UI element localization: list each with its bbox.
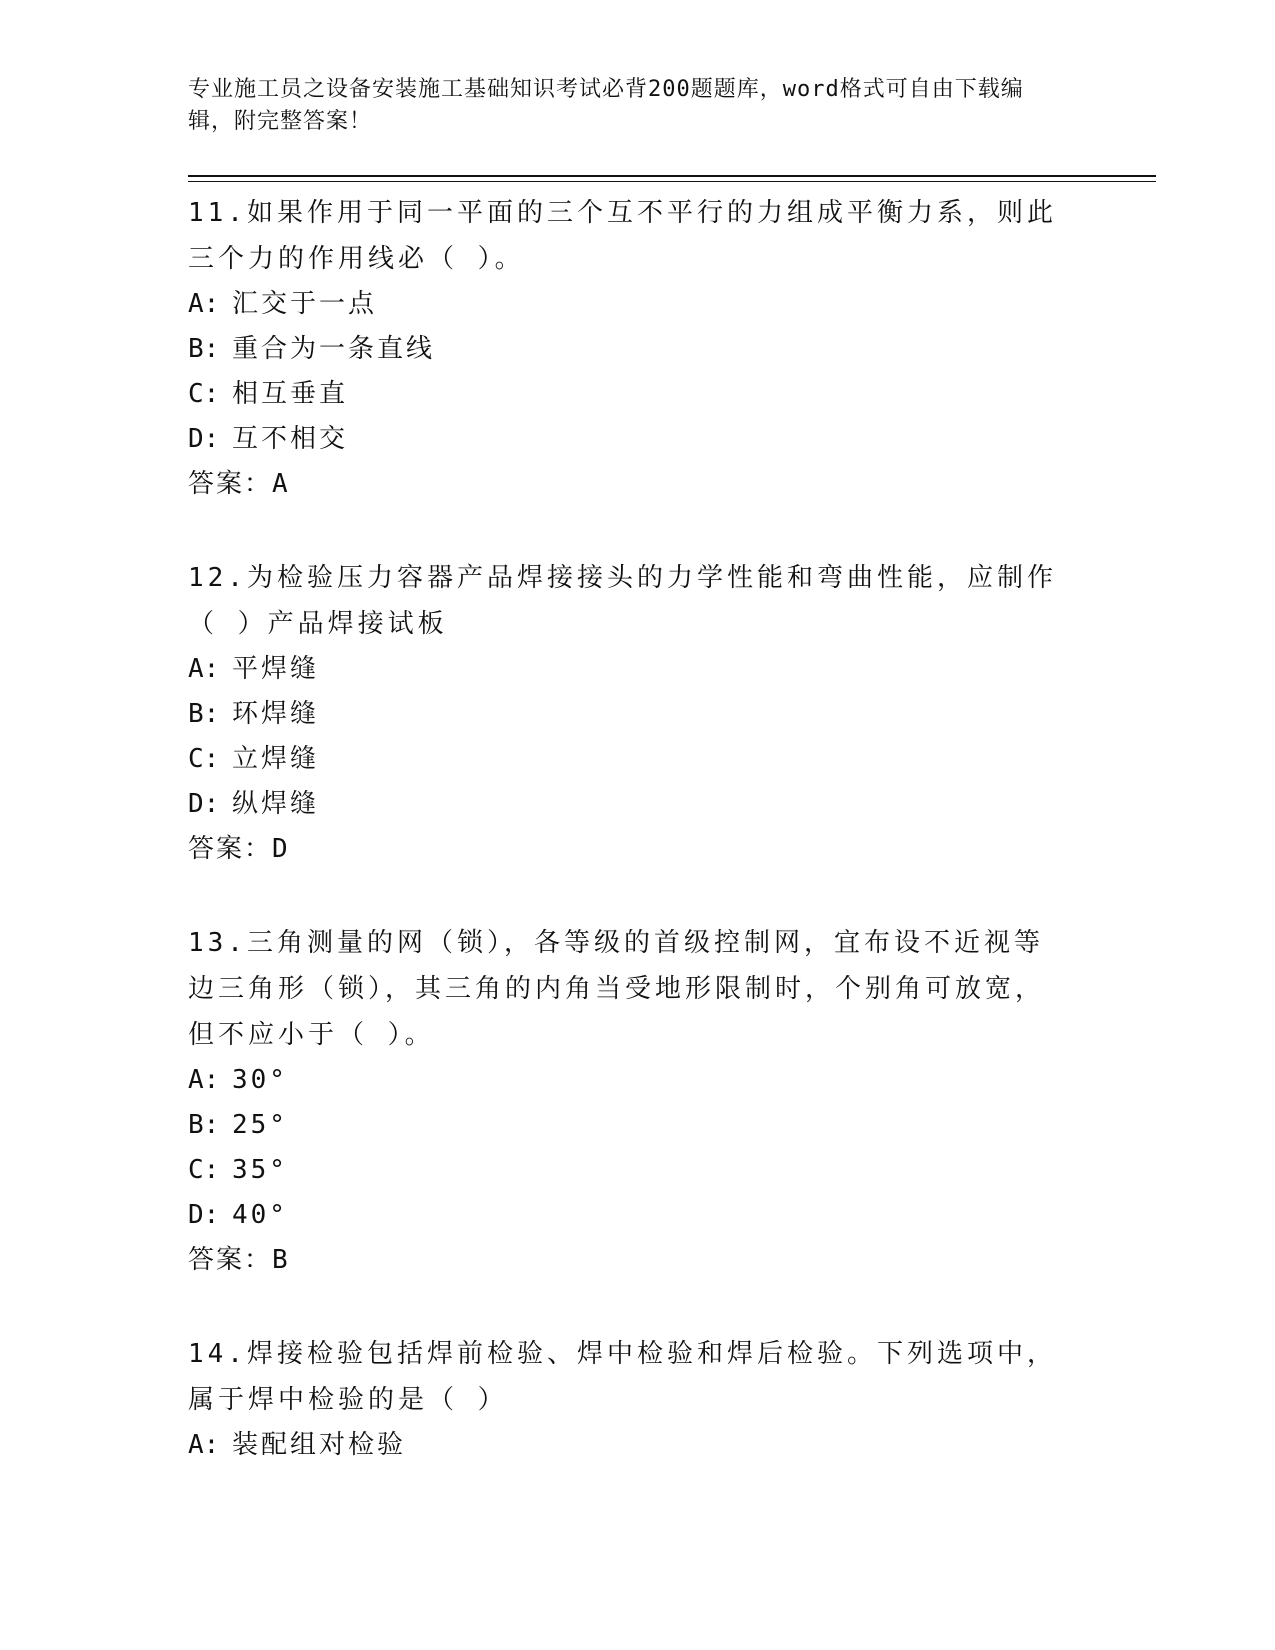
option-text: 平焊缝 bbox=[232, 654, 320, 684]
option-letter: B: bbox=[188, 334, 220, 364]
answer-value: A bbox=[272, 469, 290, 499]
option-text: 30° bbox=[232, 1065, 288, 1095]
option-text: 35° bbox=[232, 1155, 288, 1185]
option-text: 汇交于一点 bbox=[232, 289, 378, 319]
option-letter: A: bbox=[188, 1430, 220, 1460]
option-a bbox=[188, 1058, 1088, 1103]
option-letter: C: bbox=[188, 744, 220, 774]
option-text: 立焊缝 bbox=[232, 744, 320, 774]
question-11 bbox=[188, 190, 1088, 507]
header-rule-thin bbox=[188, 181, 1156, 182]
option-a bbox=[188, 282, 1088, 327]
answer-line bbox=[188, 462, 1088, 507]
option-d bbox=[188, 1193, 1088, 1238]
answer-label: 答案： bbox=[188, 834, 273, 864]
answer-line bbox=[188, 827, 1088, 872]
option-d bbox=[188, 417, 1088, 462]
question-stem: 12.为检验压力容器产品焊接接头的力学性能和弯曲性能，应制作（ ）产品焊接试板 bbox=[188, 563, 1057, 639]
option-c bbox=[188, 372, 1088, 417]
option-letter: A: bbox=[188, 289, 220, 319]
answer-label: 答案： bbox=[188, 1245, 273, 1275]
question-stem: 11.如果作用于同一平面的三个互不平行的力组成平衡力系，则此三个力的作用线必（ ）。 bbox=[188, 198, 1057, 274]
answer-value: B bbox=[272, 1245, 290, 1275]
option-letter: D: bbox=[188, 789, 220, 819]
option-text: 25° bbox=[232, 1110, 288, 1140]
option-text: 相互垂直 bbox=[232, 379, 349, 409]
option-letter: B: bbox=[188, 699, 220, 729]
option-b bbox=[188, 692, 1088, 737]
option-letter: A: bbox=[188, 1065, 220, 1095]
header-rule-thick bbox=[188, 175, 1156, 177]
option-text: 环焊缝 bbox=[232, 699, 320, 729]
option-letter: C: bbox=[188, 1155, 220, 1185]
option-text: 重合为一条直线 bbox=[232, 334, 436, 364]
answer-value: D bbox=[272, 834, 290, 864]
question-list bbox=[188, 190, 1088, 1516]
option-letter: C: bbox=[188, 379, 220, 409]
option-letter: D: bbox=[188, 1200, 220, 1230]
option-text: 互不相交 bbox=[232, 424, 349, 454]
option-letter: D: bbox=[188, 424, 220, 454]
option-text: 装配组对检验 bbox=[232, 1430, 407, 1460]
answer-line bbox=[188, 1238, 1088, 1283]
question-stem: 13.三角测量的网（锁），各等级的首级控制网，宜布设不近视等边三角形（锁），其三角的内角当受地形限制时，个别角可放宽，但不应小于（ ）。 bbox=[188, 928, 1046, 1050]
document-header: 专业施工员之设备安装施工基础知识考试必背200题题库，word格式可自由下载编辑，附完整答案！ bbox=[188, 77, 1024, 134]
option-a bbox=[188, 647, 1088, 692]
option-b bbox=[188, 1103, 1088, 1148]
option-text: 纵焊缝 bbox=[232, 789, 320, 819]
answer-label: 答案： bbox=[188, 469, 273, 499]
option-letter: A: bbox=[188, 654, 220, 684]
option-c bbox=[188, 737, 1088, 782]
option-a bbox=[188, 1423, 1088, 1468]
question-13 bbox=[188, 920, 1088, 1283]
option-c bbox=[188, 1148, 1088, 1193]
question-14 bbox=[188, 1331, 1088, 1468]
option-text: 40° bbox=[232, 1200, 288, 1230]
option-letter: B: bbox=[188, 1110, 220, 1140]
option-d bbox=[188, 782, 1088, 827]
question-12 bbox=[188, 555, 1088, 872]
question-stem: 14.焊接检验包括焊前检验、焊中检验和焊后检验。下列选项中，属于焊中检验的是（ ） bbox=[188, 1339, 1057, 1415]
option-b bbox=[188, 327, 1088, 372]
